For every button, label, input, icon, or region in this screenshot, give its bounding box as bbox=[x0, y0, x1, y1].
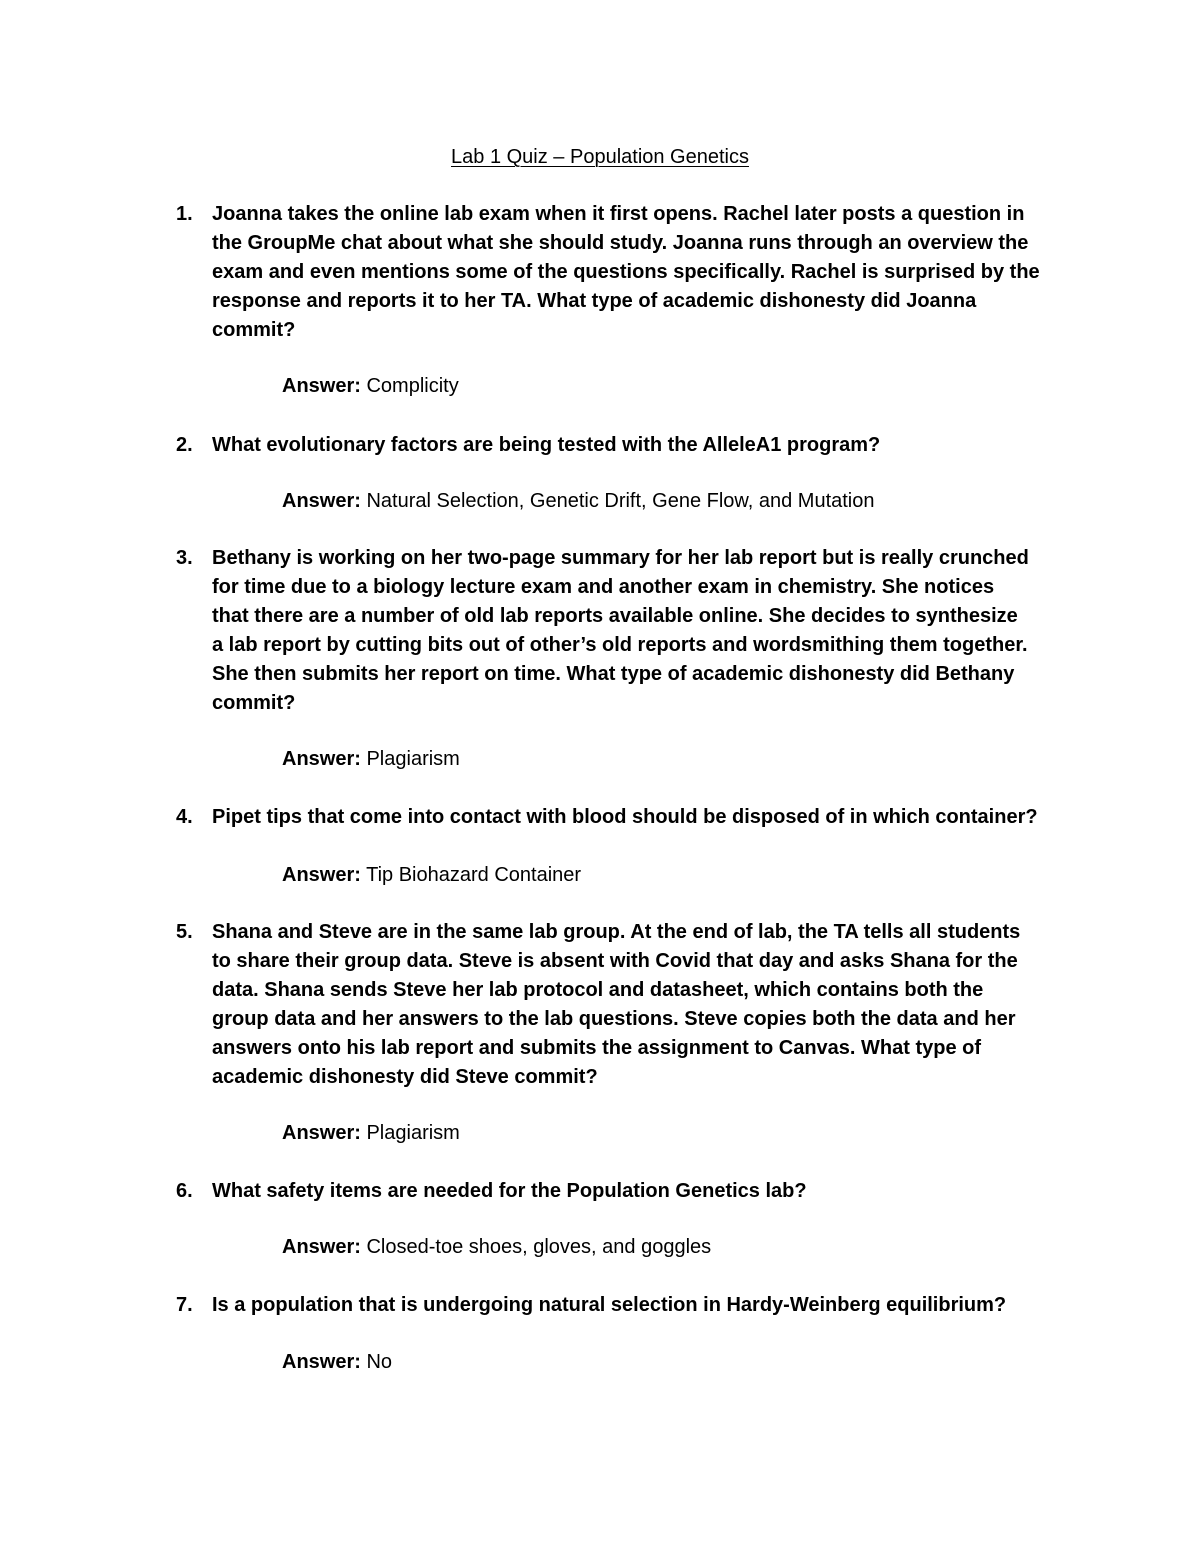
question-6 bbox=[176, 1177, 1076, 1206]
question-number: 7. bbox=[176, 1294, 193, 1316]
question-number: 5. bbox=[176, 921, 193, 943]
answer-3 bbox=[282, 745, 460, 773]
question-line: What evolutionary factors are being tested with the AlleleA1 program? bbox=[212, 434, 881, 456]
answer-4 bbox=[282, 861, 581, 889]
answer-5 bbox=[282, 1119, 460, 1147]
question-line: Bethany is working on her two-page summary for her lab report but is really crunched bbox=[212, 547, 1029, 569]
question-text bbox=[212, 1177, 1072, 1206]
answer-label: Answer: bbox=[282, 490, 361, 512]
question-5 bbox=[176, 918, 1076, 1091]
answer-label: Answer: bbox=[282, 1236, 361, 1258]
question-line: commit? bbox=[212, 318, 296, 341]
answer-label: Answer: bbox=[282, 748, 361, 770]
answer-7 bbox=[282, 1348, 392, 1376]
question-2 bbox=[176, 431, 1076, 460]
question-line: the GroupMe chat about what she should study. Joanna runs through an overview the bbox=[212, 231, 1029, 254]
question-1 bbox=[176, 200, 1076, 345]
question-line: Is a population that is undergoing natural selection in Hardy-Weinberg equilibrium? bbox=[212, 1294, 1007, 1316]
answer-label: Answer: bbox=[282, 1351, 361, 1373]
answer-2 bbox=[282, 487, 875, 515]
question-line: to share their group data. Steve is absent with Covid that day and asks Shana for the bbox=[212, 949, 1018, 972]
document-title: Lab 1 Quiz – Population Genetics bbox=[451, 146, 749, 168]
question-number: 6. bbox=[176, 1180, 193, 1202]
question-line: Joanna takes the online lab exam when it first opens. Rachel later posts a question in bbox=[212, 203, 1025, 225]
question-text bbox=[212, 918, 1072, 1091]
answer-text: Plagiarism bbox=[366, 1122, 460, 1144]
question-line: group data and her answers to the lab questions. Steve copies both the data and her bbox=[212, 1007, 1016, 1030]
answer-label: Answer: bbox=[282, 864, 361, 886]
question-text bbox=[212, 803, 1072, 832]
question-3 bbox=[176, 544, 1076, 717]
answer-text: Plagiarism bbox=[366, 748, 460, 770]
question-7 bbox=[176, 1291, 1076, 1320]
question-line: Shana and Steve are in the same lab group. At the end of lab, the TA tells all students bbox=[212, 921, 1021, 943]
answer-1 bbox=[282, 372, 459, 400]
question-line: a lab report by cutting bits out of other’s old reports and wordsmithing them together. bbox=[212, 633, 1028, 656]
question-text bbox=[212, 544, 1072, 717]
question-line: commit? bbox=[212, 691, 296, 714]
question-4 bbox=[176, 803, 1076, 832]
question-text bbox=[212, 431, 1072, 460]
question-line: that there are a number of old lab reports available online. She decides to synthesize bbox=[212, 604, 1018, 627]
answer-text: Tip Biohazard Container bbox=[366, 864, 582, 886]
answer-6 bbox=[282, 1233, 711, 1261]
question-line: She then submits her report on time. What type of academic dishonesty did Bethany bbox=[212, 662, 1015, 685]
question-line: Pipet tips that come into contact with blood should be disposed of in which container? bbox=[212, 806, 1038, 828]
question-number: 3. bbox=[176, 547, 193, 569]
answer-label: Answer: bbox=[282, 1122, 361, 1144]
question-text bbox=[212, 200, 1072, 345]
question-number: 4. bbox=[176, 806, 193, 828]
answer-label: Answer: bbox=[282, 375, 361, 397]
question-line: What safety items are needed for the Population Genetics lab? bbox=[212, 1180, 807, 1202]
question-line: answers onto his lab report and submits the assignment to Canvas. What type of bbox=[212, 1036, 982, 1059]
question-line: response and reports it to her TA. What type of academic dishonesty did Joanna bbox=[212, 289, 977, 312]
question-number: 2. bbox=[176, 434, 193, 456]
answer-text: Natural Selection, Genetic Drift, Gene Flow, and Mutation bbox=[366, 490, 875, 512]
question-line: for time due to a biology lecture exam and another exam in chemistry. She notices bbox=[212, 575, 995, 598]
answer-text: No bbox=[366, 1351, 393, 1373]
question-line: exam and even mentions some of the questions specifically. Rachel is surprised by the bbox=[212, 260, 1040, 283]
answer-text: Closed-toe shoes, gloves, and goggles bbox=[366, 1236, 712, 1258]
question-line: academic dishonesty did Steve commit? bbox=[212, 1065, 598, 1088]
answer-text: Complicity bbox=[366, 375, 459, 397]
question-number: 1. bbox=[176, 203, 193, 225]
question-line: data. Shana sends Steve her lab protocol and datasheet, which contains both the bbox=[212, 978, 984, 1001]
question-text bbox=[212, 1291, 1072, 1320]
